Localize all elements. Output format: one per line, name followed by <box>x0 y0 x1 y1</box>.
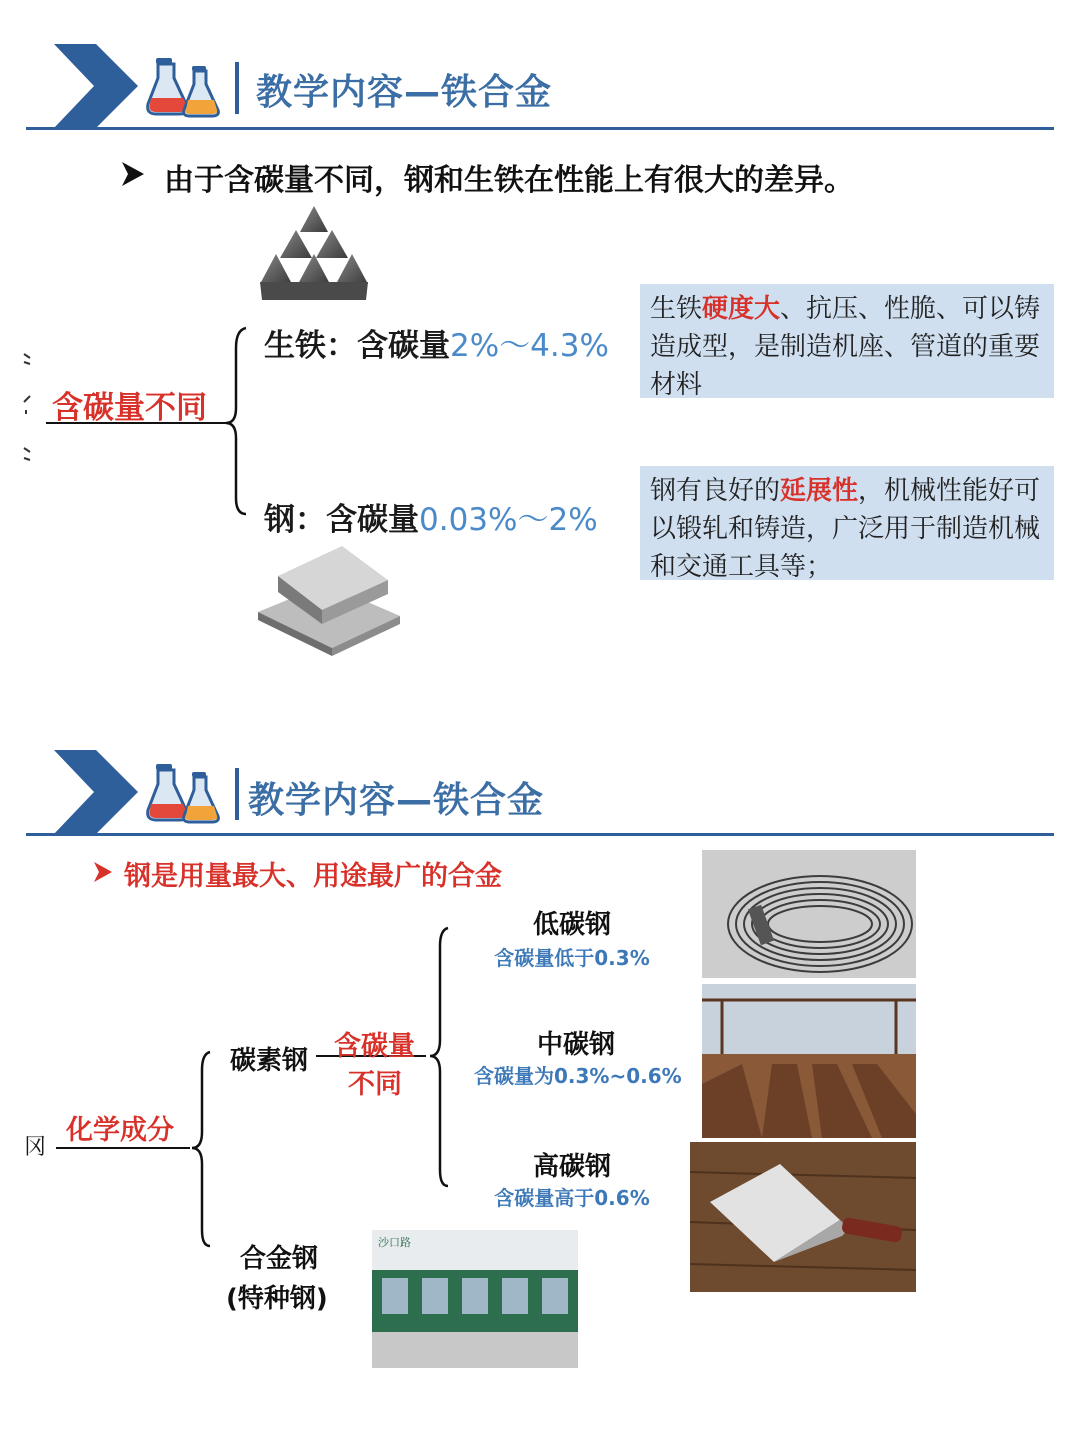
diff-label-1: 含碳量 <box>334 1031 415 1062</box>
header2-arrow-icon <box>54 750 142 838</box>
special-steel-label: (特种钢) <box>226 1284 328 1314</box>
section1-title: 教学内容—铁合金 <box>256 72 553 113</box>
steel-line <box>264 494 598 539</box>
title-divider <box>235 62 239 114</box>
steel-desc-box <box>640 466 1054 580</box>
edge-marks <box>22 352 32 476</box>
steel-range: 0.03%～2% <box>419 502 598 538</box>
diff-label-2: 不同 <box>348 1069 402 1100</box>
steel-desc-pre: 钢有良好的 <box>650 476 781 506</box>
steel-block-image <box>256 540 402 662</box>
root-label-carbon-diff: 含碳量不同 <box>52 390 207 426</box>
header2-rule <box>26 833 1054 836</box>
pig-iron-desc-post: 、抗压、性脆、可以铸造成型，是制造机座、管道的重要材料 <box>650 294 1041 400</box>
flask-icon <box>146 56 222 122</box>
root-label-chemical: 化学成分 <box>66 1115 174 1146</box>
cleaver-knife-photo <box>690 1142 916 1292</box>
section2-title: 教学内容—铁合金 <box>248 780 545 821</box>
steel-name: 钢：含碳量 <box>264 502 419 538</box>
bullet-arrow-icon <box>122 162 144 190</box>
header-rule <box>26 127 1054 130</box>
low-carbon-desc: 含碳量低于0.3% <box>494 946 650 970</box>
edge-char: 冈 <box>24 1135 47 1160</box>
mid-carbon-steel: 中碳钢 <box>536 1030 615 1060</box>
section1-bullet: 由于含碳量不同，钢和生铁在性能上有很大的差异。 <box>164 163 854 198</box>
pig-iron-image <box>256 204 372 308</box>
alloy-steel-label: 合金钢 <box>240 1244 319 1274</box>
station-sign: 沙口路 <box>378 1236 411 1249</box>
bullet2-arrow-icon <box>94 862 112 886</box>
tree2-lines <box>56 920 476 1264</box>
pig-iron-range: 2%～4.3% <box>450 328 609 364</box>
high-carbon-steel: 高碳钢 <box>532 1152 611 1182</box>
pig-iron-line <box>264 320 609 365</box>
tree1-lines <box>46 318 266 522</box>
subway-station-photo <box>372 1230 578 1368</box>
flask2-icon <box>146 762 222 828</box>
mid-carbon-desc: 含碳量为0.3%~0.6% <box>474 1064 682 1088</box>
section2-bullet: 钢是用量最大、用途最广的合金 <box>124 861 502 892</box>
wire-rope-photo <box>702 850 916 978</box>
rail-steel-photo <box>702 984 916 1138</box>
high-carbon-desc: 含碳量高于0.6% <box>494 1186 650 1210</box>
pig-iron-name: 生铁：含碳量 <box>264 328 450 364</box>
steel-desc-post: ，机械性能好可以锻轧和铸造，广泛用于制造机械和交通工具等； <box>650 476 1041 582</box>
header-arrow-icon <box>54 44 142 132</box>
low-carbon-steel: 低碳钢 <box>532 910 611 940</box>
pig-iron-desc-emphasis: 硬度大 <box>702 294 781 324</box>
steel-desc-emphasis: 延展性 <box>780 476 859 506</box>
pig-iron-desc-pre: 生铁 <box>650 294 703 324</box>
carbon-steel-label: 碳素钢 <box>230 1046 309 1076</box>
title2-divider <box>235 768 239 820</box>
pig-iron-desc-box <box>640 284 1054 398</box>
